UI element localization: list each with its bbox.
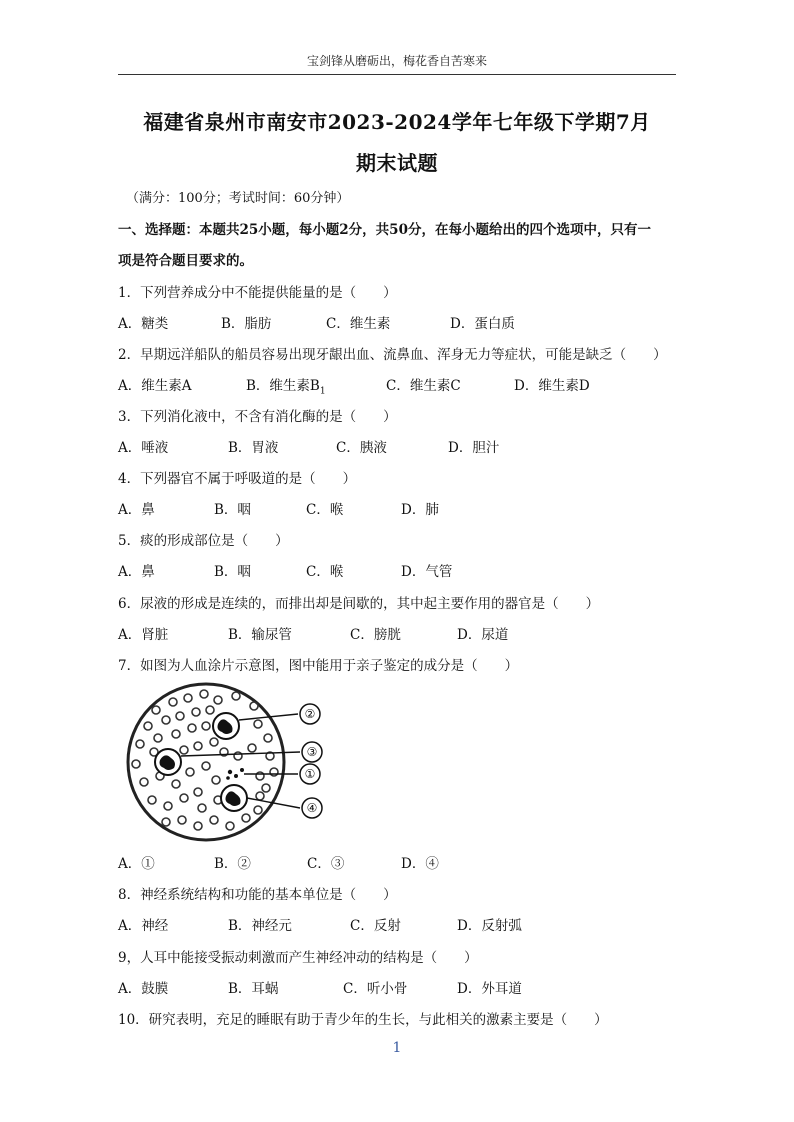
exam-title-line2: 期末试题 (356, 151, 438, 175)
option-b: B．咽 (214, 502, 251, 518)
option-b: B．神经元 (228, 918, 292, 934)
option-c: C．维生素 (326, 316, 391, 332)
option-d: D．④ (401, 856, 439, 872)
question-7-options (118, 852, 678, 872)
question-4-stem: 4．下列器官不属于呼吸道的是（ ） (118, 471, 357, 487)
option-c: C．喉 (306, 502, 344, 518)
question-7-stem: 7．如图为人血涂片示意图，图中能用于亲子鉴定的成分是（ ） (118, 658, 519, 674)
question-1-options (118, 312, 678, 332)
page-header: 宝剑锋从磨砺出，梅花香自苦寒来 (118, 52, 676, 75)
option-d: D．肺 (401, 502, 439, 518)
option-c: C．喉 (306, 564, 344, 580)
question-9-options (118, 977, 678, 997)
exam-title-line1: 福建省泉州市南安市2023-2024学年七年级下学期7月 (143, 110, 651, 134)
option-d: D．气管 (401, 564, 453, 580)
option-a: A．唾液 (118, 440, 169, 456)
option-d: D．外耳道 (457, 981, 522, 997)
option-a: A．鼓膜 (118, 981, 169, 997)
option-a: A．糖类 (118, 316, 169, 332)
question-3-options (118, 436, 678, 456)
option-a: A．① (118, 856, 155, 872)
exam-note: （满分：100分；考试时间：60分钟） (126, 191, 350, 206)
option-b: B．脂肪 (221, 316, 272, 332)
white-blood-cells (155, 713, 247, 811)
question-4-options (118, 498, 678, 518)
platelets (226, 768, 244, 780)
label-2: ② (304, 707, 316, 721)
question-10-stem: 10．研究表明，充足的睡眠有助于青少年的生长，与此相关的激素主要是（ ） (118, 1012, 608, 1028)
question-8-options (118, 914, 678, 934)
red-blood-cells (132, 690, 278, 830)
label-1: ① (304, 767, 316, 781)
option-d: D．反射弧 (457, 918, 522, 934)
question-1-stem: 1．下列营养成分中不能提供能量的是（ ） (118, 285, 397, 301)
option-a: A．鼻 (118, 564, 155, 580)
option-a: A．神经 (118, 918, 169, 934)
question-5-options (118, 560, 678, 580)
section-heading-line2: 项是符合题目要求的。 (118, 253, 253, 269)
question-6-stem: 6．尿液的形成是连续的，而排出却是间歇的，其中起主要作用的器官是（ ） (118, 596, 600, 612)
question-5-stem: 5．痰的形成部位是（ ） (118, 533, 289, 549)
option-c: C．反射 (350, 918, 401, 934)
option-a: A．肾脏 (118, 627, 169, 643)
option-a: A．维生素A (118, 378, 192, 394)
option-c: C．胰液 (336, 440, 387, 456)
question-6-options (118, 623, 678, 643)
option-c: C．维生素C (386, 378, 461, 394)
option-c: C．③ (307, 856, 345, 872)
option-c: C．听小骨 (343, 981, 408, 997)
question-2-stem: 2．早期远洋船队的船员容易出现牙龈出血、流鼻血、浑身无力等症状，可能是缺乏（ ） (118, 347, 667, 363)
question-3-stem: 3．下列消化液中，不含有消化酶的是（ ） (118, 409, 397, 425)
label-3: ③ (306, 745, 318, 759)
page-number: 1 (392, 1040, 402, 1056)
option-b: B．咽 (214, 564, 251, 580)
question-8-stem: 8．神经系统结构和功能的基本单位是（ ） (118, 887, 397, 903)
option-b: B．维生素$B_1$ (246, 378, 326, 397)
option-c: C．膀胱 (350, 627, 401, 643)
question-9-stem: 9，人耳中能接受振动刺激而产生神经冲动的结构是（ ） (118, 950, 478, 966)
option-a: A．鼻 (118, 502, 155, 518)
option-b: B．输尿管 (228, 627, 292, 643)
option-b: B．胃液 (228, 440, 279, 456)
option-b: B．耳蜗 (228, 981, 279, 997)
question-2-options (118, 374, 678, 397)
label-4: ④ (306, 801, 318, 815)
option-d: D．蛋白质 (450, 316, 515, 332)
blood-smear-figure (118, 680, 338, 845)
option-b: B．② (214, 856, 251, 872)
section-heading-line1: 一、选择题：本题共25小题，每小题2分，共50分，在每小题给出的四个选项中，只有一 (118, 222, 651, 238)
option-d: D．尿道 (457, 627, 509, 643)
option-d: D．维生素D (514, 378, 590, 394)
option-d: D．胆汁 (448, 440, 500, 456)
